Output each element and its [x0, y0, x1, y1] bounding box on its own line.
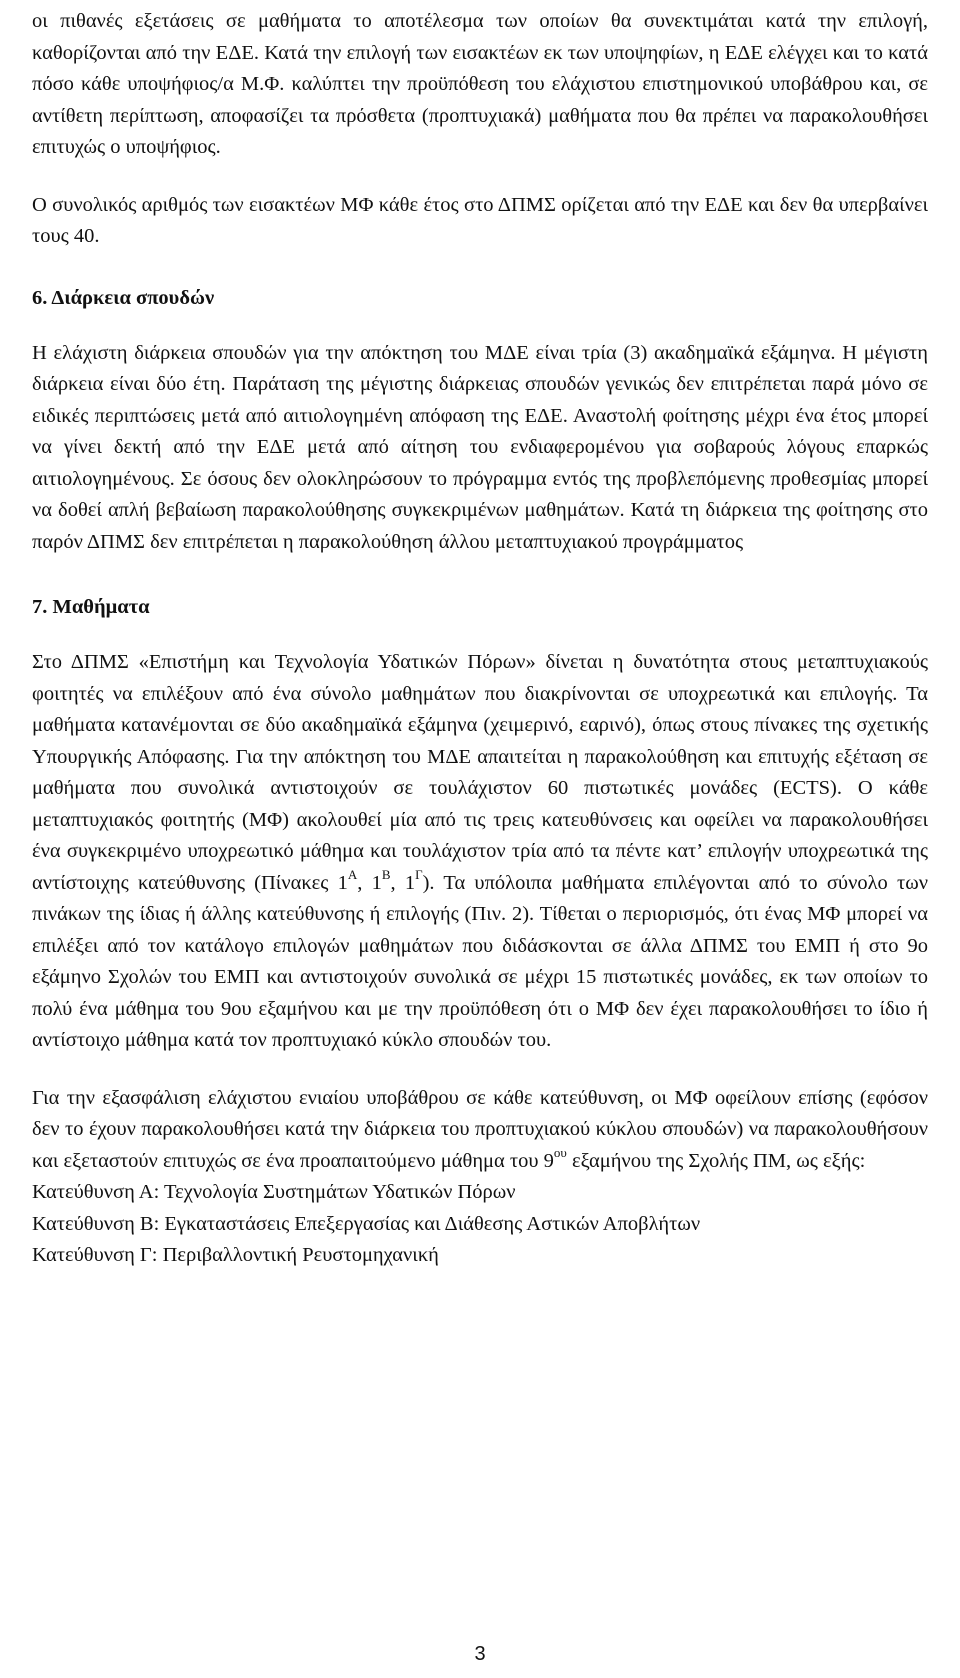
- document-page: [32, 6, 928, 1272]
- paragraph-prerequisite: [32, 1083, 928, 1178]
- courses-text-part1: Στο ΔΠΜΣ «Επιστήμη και Τεχνολογία Υδατικών Πόρων» δίνεται η δυνατότητα στους μεταπτυχιακούς φοιτητές να επιλέξουν από ένα σύνολο μαθημάτων που διακρίνονται σε υποχρεωτικά και επιλογής. Τα μαθήματα κατανέμονται σε δύο ακαδημαϊκά εξάμηνα (χειμερινό, εαρινό), όπως στους πίνακες της σχετικής Υπουργικής Απόφασης. Για την απόκτηση του ΜΔΕ απαιτείται η παρακολούθηση και επιτυχής εξέταση σε μαθήματα που συνολικά αντιστοιχούν σε τουλάχιστον 60 πιστωτικές μονάδες (ECTS). Ο κάθε μεταπτυχιακός φοιτητής (ΜΦ) ακολουθεί μία από τις τρεις κατευθύνσεις και οφείλει να παρακολουθήσει ένα συγκεκριμένο υποχρεωτικό μάθημα και τουλάχιστον τρία από τα πέντε κατ’ επιλογήν υποχρεωτικά της αντίστοιχης κατεύθυνσης (Πίνακες 1: [32, 651, 928, 894]
- superscript-ou: ου: [553, 1144, 567, 1160]
- direction-item-b: Κατεύθυνση Β: Εγκαταστάσεις Επεξεργασίας και Διάθεσης Αστικών Αποβλήτων: [32, 1212, 701, 1235]
- superscript-c: Γ: [415, 866, 423, 882]
- direction-item-a: Κατεύθυνση Α: Τεχνολογία Συστημάτων Υδατικών Πόρων: [32, 1181, 516, 1203]
- superscript-a: Α: [347, 866, 358, 882]
- courses-text-part2: ). Τα υπόλοιπα μαθήματα επιλέγονται από το σύνολο των πινάκων της ίδιας ή άλλης κατεύθυνσης ή επιλογής (Πιν. 2). Τίθεται ο περιορισμός, ότι ένας ΜΦ μπορεί να επιλέξει από τον κατάλογο επιλογών μαθημάτων που διδάσκονται σε άλλα ΔΠΜΣ του ΕΜΠ ή στο 9ο εξάμηνο Σχολών του ΕΜΠ και αντιστοιχούν συνολικά σε μέχρι 15 πιστωτικές μονάδες, εκ των οποίων το πολύ ένα μάθημα του 9ου εξαμήνου και με την προϋπόθεση ότι ο ΜΦ δεν έχει παρακολουθήσει το ίδιο ή αντίστοιχο μάθημα κατά τον προπτυχιακό κύκλο σπουδών του.: [32, 871, 928, 1051]
- prereq-text-part1: Για την εξασφάλιση ελάχιστου ενιαίου υποβάθρου σε κάθε κατεύθυνση, οι ΜΦ οφείλουν επίσης (εφόσον δεν το έχουν παρακολουθήσει κατά την διάρκεια του προπτυχιακού κύκλου σπουδών) να παρακολουθήσουν και εξεταστούν επιτυχώς σε ένα προαπαιτούμενο μάθημα του 9: [32, 1086, 928, 1172]
- paragraph-courses: [32, 647, 928, 1057]
- directions-list: [32, 1177, 928, 1272]
- section-heading-duration: 6. Διάρκεια σπουδών: [32, 286, 215, 309]
- superscript-b: Β: [381, 866, 391, 882]
- prereq-text-part2: εξαμήνου της Σχολής ΠΜ, ως εξής:: [566, 1149, 866, 1172]
- courses-sep-2: , 1: [390, 871, 416, 894]
- paragraph-study-duration: Η ελάχιστη διάρκεια σπουδών για την απόκτηση του ΜΔΕ είναι τρία (3) ακαδημαϊκά εξάμηνα. Η μέγιστη διάρκεια είναι δύο έτη. Παράταση της μέγιστης διάρκειας σπουδών γενικώς δεν επιτρέπεται παρά μόνο σε ειδικές περιπτώσεις μετά από αιτιολογημένη απόφαση της ΕΔΕ. Αναστολή φοίτησης μέχρι ένα έτος μπορεί να γίνει δεκτή από την ΕΔΕ μετά από αίτηση του ενδιαφερομένου για σοβαρούς λόγους επαρκώς αιτιολογημένους. Σε όσους δεν ολοκληρώσουν το πρόγραμμα εντός της προβλεπόμενης προθεσμίας μπορεί να δοθεί απλή βεβαίωση παρακολούθησης συγκεκριμένων μαθημάτων. Κατά τη διάρκεια της φοίτησης στο παρόν ΔΠΜΣ δεν επιτρέπεται η παρακολούθηση άλλου μεταπτυχιακού προγράμματος: [32, 341, 928, 553]
- page-number: 3: [474, 1643, 486, 1665]
- paragraph-admission-criteria: οι πιθανές εξετάσεις σε μαθήματα το αποτέλεσμα των οποίων θα συνεκτιμάται κατά την επιλογή, καθορίζονται από την ΕΔΕ. Κατά την επιλογή των εισακτέων εκ των υποψηφίων, η ΕΔΕ ελέγχει και το κατά πόσο κάθε υποψήφιος/α Μ.Φ. καλύπτει την προϋπόθεση του ελάχιστου επιστημονικού υποβάθρου και, σε αντίθετη περίπτωση, αποφασίζει τα πρόσθετα (προπτυχιακά) μαθήματα που θα πρέπει να παρακολουθήσει επιτυχώς ο υποψήφιος.: [32, 10, 928, 158]
- courses-sep-1: , 1: [357, 871, 382, 894]
- section-heading-courses: 7. Μαθήματα: [32, 596, 150, 618]
- direction-item-c: Κατεύθυνση Γ: Περιβαλλοντική Ρευστομηχανική: [32, 1244, 439, 1266]
- paragraph-admissions-limit: Ο συνολικός αριθμός των εισακτέων ΜΦ κάθε έτος στο ΔΠΜΣ ορίζεται από την ΕΔΕ και δεν θα υπερβαίνει τους 40.: [32, 193, 928, 247]
